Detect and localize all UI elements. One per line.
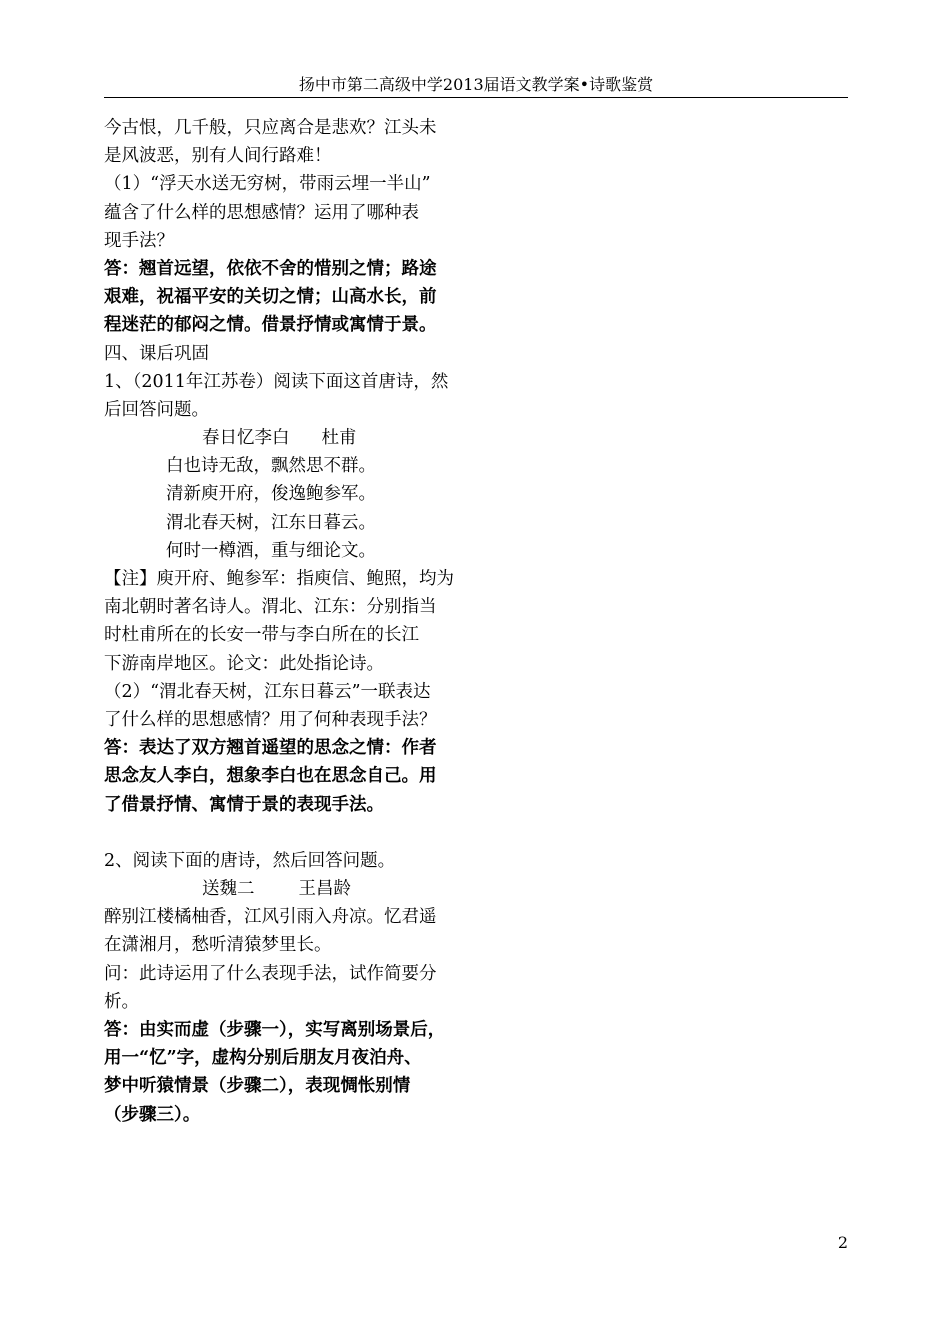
poem-1-author: 杜甫 bbox=[321, 428, 357, 449]
text-column bbox=[104, 114, 460, 1129]
answer-3: 答：由实而虚（步骤一），实写离别场景后， bbox=[104, 1020, 446, 1040]
page-number: 2 bbox=[837, 1233, 848, 1252]
note: 南北朝时著名诗人。渭北、江东：分别指当 bbox=[104, 597, 437, 618]
question-2: （2）“渭北春天树，江东日暮云”一联表达 bbox=[104, 681, 431, 702]
note: 下游南岸地区。论文：此处指论诗。 bbox=[104, 653, 384, 674]
poem-1-title: 春日忆李白 bbox=[202, 428, 290, 449]
answer-2: 答：表达了双方翘首遥望的思念之情：作者 bbox=[104, 738, 437, 759]
header-rule bbox=[104, 97, 848, 98]
poem-2-author: 王昌龄 bbox=[298, 879, 351, 900]
poem-2-line: 在潇湘月，愁听清猿梦里长。 bbox=[104, 935, 332, 956]
poem-1-line: 何时一樽酒，重与细论文。 bbox=[166, 540, 376, 561]
answer-1: 艰难，祝福平安的关切之情；山高水长，前 bbox=[104, 287, 437, 308]
note: 【注】庾开府、鲍参军：指庾信、鲍照，均为 bbox=[104, 569, 454, 589]
answer-3: （步骤三）。 bbox=[104, 1104, 201, 1125]
poem-text-line: 今古恨，几千般，只应离合是悲欢？江头未 bbox=[104, 118, 437, 138]
blank-line bbox=[104, 819, 460, 847]
question-1: 蕴含了什么样的思想感情？运用了哪种表 bbox=[104, 202, 419, 223]
exercise-2-prompt: 2、阅读下面的唐诗，然后回答问题。 bbox=[104, 850, 396, 871]
poem-1-line: 渭北春天树，江东日暮云。 bbox=[166, 512, 376, 533]
answer-2: 思念友人李白，想象李白也在思念自己。用 bbox=[104, 766, 437, 787]
exercise-1-prompt: 后回答问题。 bbox=[104, 399, 209, 420]
question-1: （1）“浮天水送无穷树，带雨云埋一半山” bbox=[104, 174, 431, 195]
answer-3: 用一“忆”字，虚构分别后朋友月夜泊舟、 bbox=[104, 1048, 422, 1069]
poem-text-line: 是风波恶，别有人间行路难！ bbox=[104, 146, 332, 167]
poem-1-line: 清新庾开府，俊逸鲍参军。 bbox=[166, 484, 376, 505]
answer-1: 答：翘首远望，依依不舍的惜别之情；路途 bbox=[104, 258, 437, 279]
poem-2-line: 醉别江楼橘柚香，江风引雨入舟凉。忆君遥 bbox=[104, 907, 437, 928]
poem-2-title: 送魏二 bbox=[202, 879, 255, 900]
question-2: 了什么样的思想感情？用了何种表现手法？ bbox=[104, 709, 437, 730]
answer-1: 程迷茫的郁闷之情。借景抒情或寓情于景。 bbox=[104, 315, 437, 336]
poem-2-heading bbox=[104, 875, 460, 903]
question-1: 现手法？ bbox=[104, 230, 174, 251]
note: 时杜甫所在的长安一带与李白所在的长江 bbox=[104, 625, 419, 646]
page-header: 扬中市第二高级中学2013届语文教学案•诗歌鉴赏 bbox=[298, 75, 654, 94]
answer-3: 梦中听猿情景（步骤二），表现惆怅别情 bbox=[104, 1076, 411, 1097]
poem-1-heading bbox=[104, 424, 460, 452]
section-heading: 四、课后巩固 bbox=[104, 343, 209, 364]
question-3: 析。 bbox=[104, 991, 139, 1012]
exercise-1-prompt: 1、（2011年江苏卷）阅读下面这首唐诗，然 bbox=[104, 371, 449, 392]
question-3: 问：此诗运用了什么表现手法，试作简要分 bbox=[104, 963, 437, 984]
poem-1-line: 白也诗无敌，飘然思不群。 bbox=[166, 456, 376, 477]
answer-2: 了借景抒情、寓情于景的表现手法。 bbox=[104, 794, 384, 815]
